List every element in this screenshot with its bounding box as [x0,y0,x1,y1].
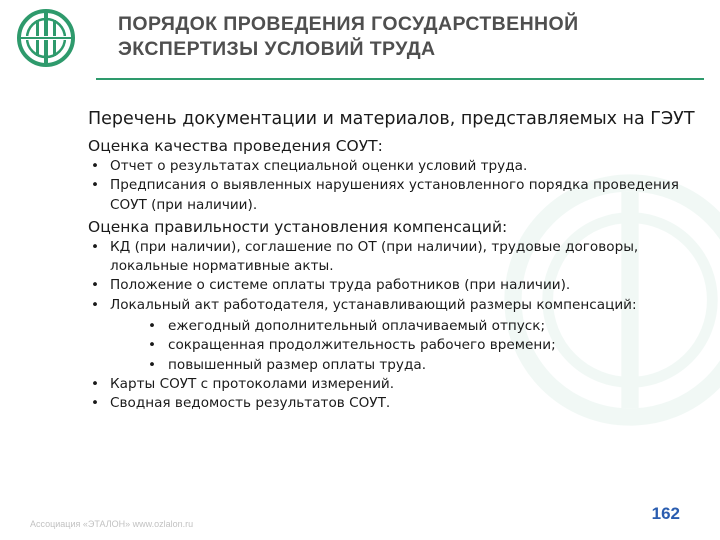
title-line-2: ЭКСПЕРТИЗЫ УСЛОВИЙ ТРУДА [118,38,436,60]
additional-document-list [88,375,708,414]
list-item: • Предписания о выявленных нарушениях установленного порядка проведения СОУТ (при наличии). [88,176,708,215]
compensation-document-list [88,238,708,315]
page-number: 162 [651,504,680,523]
section-heading-compensation: Оценка правильности установления компенсаций: [88,217,508,236]
page-title [118,12,708,62]
list-item: • Сводная ведомость результатов СОУТ. [88,394,708,413]
organization-logo [16,8,76,68]
header-divider [96,78,704,80]
list-item: • Карты СОУТ с протоколами измерений. [88,375,708,394]
lead-heading: Перечень документации и материалов, представляемых на ГЭУТ [88,109,695,129]
list-item: • Локальный акт работодателя, устанавливающий размеры компенсаций: [88,296,708,315]
list-item: • КД (при наличии), соглашение по ОТ (при наличии), трудовые договоры, локальные нормативные акты. [88,238,708,277]
nested-list-item: • повышенный размер оплаты труда. [88,356,708,375]
footer-text: Ассоциация «ЭТАЛОН» www.ozlalon.ru [30,519,194,529]
section-heading-quality: Оценка качества проведения СОУТ: [88,137,383,155]
compensation-types-list [88,317,708,375]
nested-list-item: • сокращенная продолжительность рабочего времени; [88,336,708,355]
main-content [88,106,708,416]
list-item: • Положение о системе оплаты труда работников (при наличии). [88,276,708,295]
list-item: • Отчет о результатах специальной оценки условий труда. [88,157,708,176]
nested-list-item: • ежегодный дополнительный оплачиваемый отпуск; [88,317,708,336]
title-line-1: ПОРЯДОК ПРОВЕДЕНИЯ ГОСУДАРСТВЕННОЙ [118,13,579,35]
quality-document-list [88,157,708,215]
